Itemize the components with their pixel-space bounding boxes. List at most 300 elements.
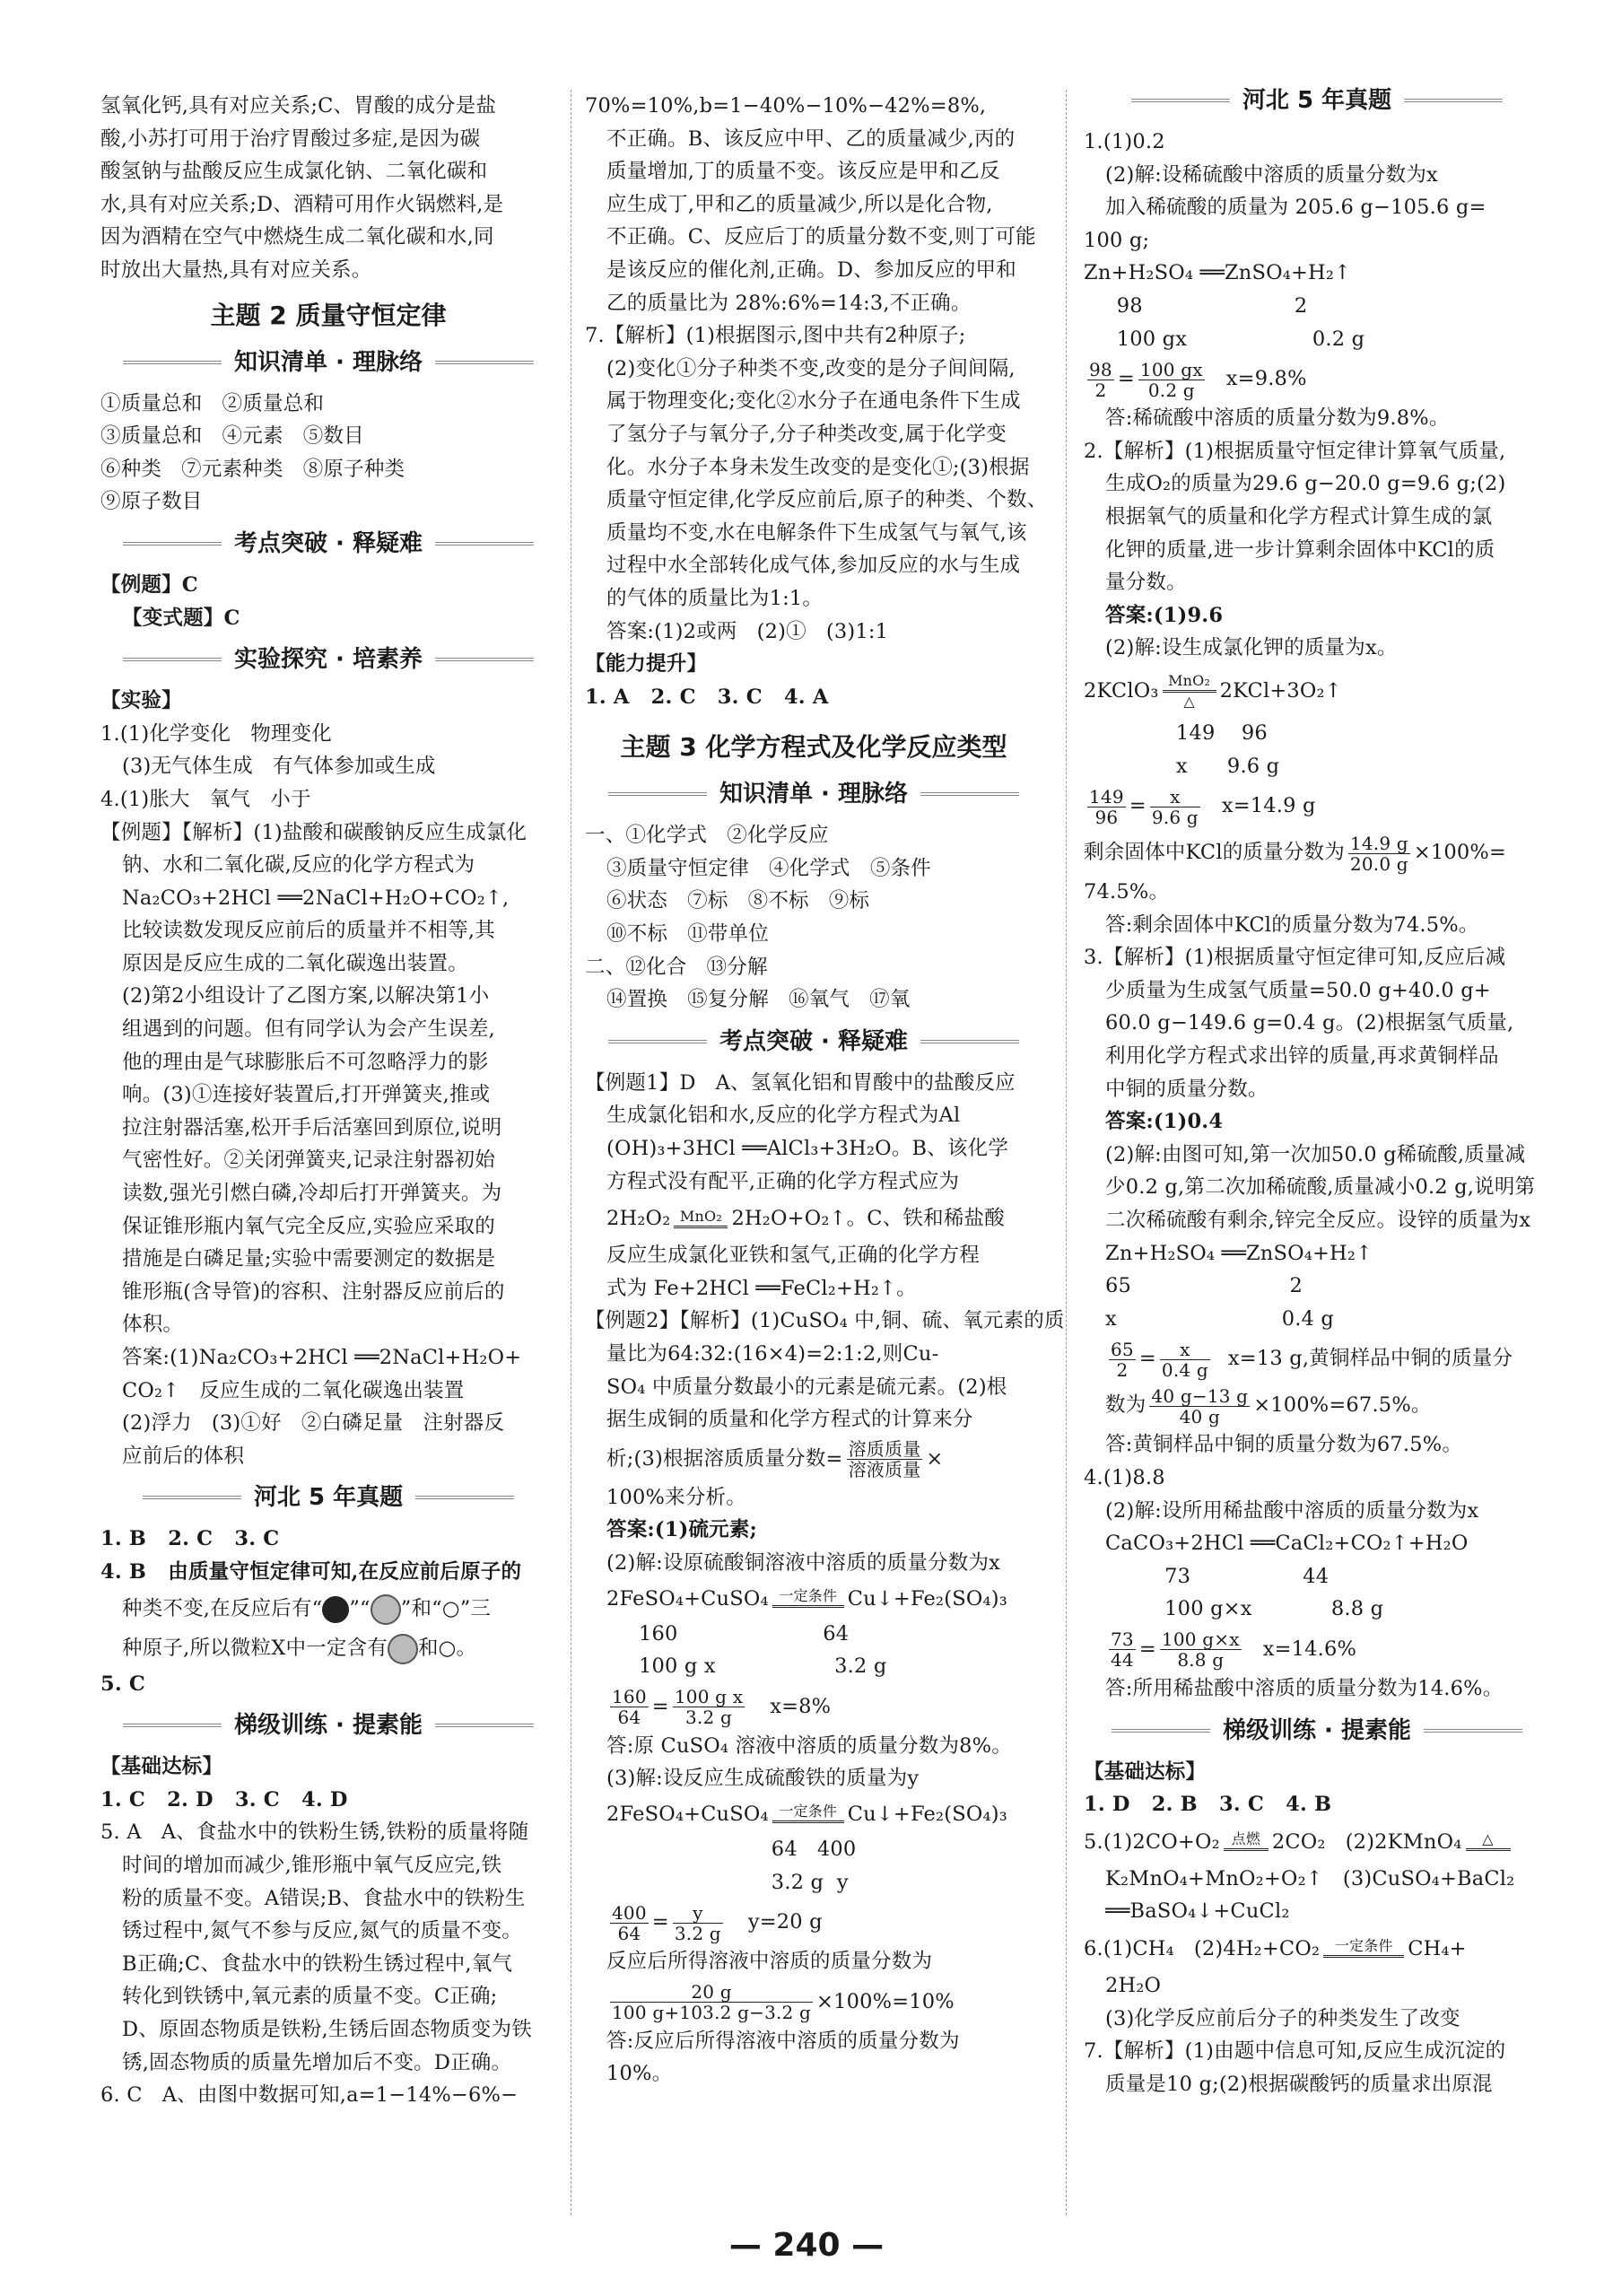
text-line: 质量均不变,水在电解条件下生成氢气与氧气,该 [606, 520, 1027, 545]
banner-rule [1424, 1729, 1522, 1733]
variant-answer: 【变式题】C [122, 606, 240, 630]
text-line: (2)变化①分子种类不变,改变的是分子间间隔, [606, 356, 1016, 380]
numerator: 100 g×x [1161, 1628, 1240, 1651]
proportion-line [1084, 782, 1550, 829]
text-fragment: 2KCl+3O₂↑ [1219, 678, 1342, 703]
text-line: 60.0 g−149.6 g=0.4 g。(2)根据氢气质量, [1105, 1011, 1514, 1035]
numerator: 160 [612, 1686, 647, 1708]
equation-line [585, 1795, 1042, 1833]
basic-tag: 【基础达标】 [1084, 1759, 1207, 1784]
text-line: 【例题1】D A、氢氧化铝和胃酸中的盐酸反应 [585, 1070, 1016, 1095]
fraction [610, 1982, 813, 2022]
hebei-q4-line [100, 1628, 556, 1668]
text-line: 保证锥形瓶内氧气完全反应,实验应采取的 [122, 1214, 495, 1238]
knowledge-line: ⑥种类 ⑦元素种类 ⑧原子种类 [100, 457, 405, 481]
text-line: 读数,强光引燃白磷,冷却后打开弹簧夹。为 [122, 1182, 502, 1206]
banner-label: 实验探究 · 培素养 [234, 646, 423, 674]
text-fragment: ”和“○”三 [400, 1596, 492, 1620]
banner-rule [920, 792, 1019, 796]
text-line: 答案:(1)Na₂CO₃+2HCl ══2NaCl+H₂O+ [122, 1346, 522, 1369]
text-fragment: 和○。 [417, 1636, 477, 1660]
text-line: 属于物理变化;变化②水分子在通电条件下生成 [606, 389, 1021, 414]
condition-label: 一定条件 [779, 1587, 838, 1605]
text-line: 不正确。B、该反应中甲、乙的质量减少,丙的 [606, 127, 1016, 151]
fraction-line [585, 1436, 1042, 1481]
text-fragment: ”“ [349, 1596, 371, 1620]
text-line: 64 400 [606, 1837, 857, 1861]
banner-rule [435, 542, 534, 546]
experiment-answer: 1.(1)化学变化 物理变化 [100, 721, 332, 746]
q5-explanation [100, 1816, 556, 2079]
text-line: 锈,固态物质的质量先增加后不变。D正确。 [122, 2050, 512, 2074]
denominator: 96 [1094, 806, 1119, 828]
basic-answers: 1. D 2. B 3. C 4. B [1084, 1793, 1332, 1817]
text-line: 反应生成氯化亚铁和氢气,正确的化学方程 [606, 1244, 980, 1268]
text-line: (2)解:设生成氯化钾的质量为x。 [1105, 636, 1398, 660]
text-line: 锈过程中,氮气不参与反应,氮气的质量不变。 [122, 1919, 523, 1943]
text-fragment: CH₄+ [1408, 1936, 1467, 1960]
numerator: 73 [1111, 1628, 1134, 1651]
text-line: x 0.4 g [1105, 1306, 1335, 1331]
text-fragment: 2CO₂ (2)2KMnO₄ [1271, 1829, 1462, 1854]
text-line: 答:稀硫酸中溶质的质量分数为9.8%。 [1105, 406, 1450, 431]
text-line: 少质量为生成氢气质量=50.0 g+40.0 g+ [1105, 978, 1491, 1002]
hebei-q5: 5. C [100, 1672, 146, 1696]
page-number: — 240 — [728, 2227, 885, 2264]
knowledge-line: 二、⑫化合 ⑬分解 [585, 955, 768, 979]
text-line: 加入稀硫酸的质量为 205.6 g−105.6 g= [1105, 196, 1487, 220]
example-analysis [100, 816, 556, 1342]
fraction [1109, 1340, 1136, 1380]
text-fragment: Cu↓+Fe₂(SO₄)₃ [847, 1802, 1007, 1826]
text-line: 100 g x 3.2 g [639, 1654, 887, 1679]
proportion-line [585, 1899, 1042, 1945]
text-line: (2)解:设原硫酸铜溶液中溶质的质量分数为x [606, 1550, 1001, 1575]
text-line: 100 g; [1084, 228, 1150, 252]
text-line: 利用化学方程式求出锌的质量,再求黄铜样品 [1105, 1044, 1499, 1069]
text-line: 锥形瓶(含导管)的容积、注射器反应前后的 [122, 1279, 505, 1304]
fraction [673, 1687, 745, 1727]
section-banner-exam [100, 524, 556, 563]
text-line: 答:黄铜样品中铜的质量分数为67.5%。 [1105, 1433, 1463, 1457]
denominator: 100 g+103.2 g−3.2 g [612, 2002, 812, 2024]
text-line: 答:剩余固体中KCl的质量分数为74.5%。 [1105, 912, 1479, 937]
knowledge-line: 一、①化学式 ②化学反应 [585, 824, 829, 848]
banner-rule [415, 1496, 514, 1499]
experiment-answer: (3)无气体生成 有气体参加或生成 [122, 755, 436, 779]
column-1 [100, 90, 556, 2112]
equation-line [1084, 1928, 1550, 1969]
section-banner-hebei [100, 1478, 556, 1517]
numerator: x [1160, 1340, 1210, 1360]
text-line: 2H₂O [1105, 1973, 1162, 1997]
equation-bar [772, 1605, 844, 1608]
text-line: 氢氧化钙,具有对应关系;C、胃酸的成分是盐 [100, 94, 497, 118]
answer-tag: 答案:(1)9.6 [1105, 603, 1224, 627]
text-fragment: 2FeSO₄+CuSO₄ [606, 1586, 769, 1611]
text-line: 中铜的质量分数。 [1105, 1077, 1269, 1101]
equation-bar [674, 1226, 728, 1228]
example-answer-block [100, 1341, 556, 1472]
text-line: B正确;C、食盐水中的铁粉生锈过程中,氧气 [122, 1951, 513, 1976]
text-line: 生成O₂的质量为29.6 g−20.0 g=9.6 g;(2) [1105, 472, 1506, 496]
equation-line [1084, 1821, 1550, 1863]
fraction [1150, 787, 1200, 827]
banner-label: 梯级训练 · 提素能 [1223, 1716, 1411, 1744]
text-line: (2)第2小组设计了乙图方案,以解决第1小 [122, 984, 490, 1008]
numerator: 40 g−13 g [1151, 1384, 1249, 1407]
fraction [1160, 1340, 1210, 1380]
text-line: CaCO₃+2HCl ══CaCl₂+CO₂↑+H₂O [1105, 1532, 1469, 1556]
text-line: 量比为64:32:(16×4)=2:1:2,则Cu- [606, 1342, 939, 1366]
text-line: 因为酒精在空气中燃烧生成二氧化碳和水,同 [100, 225, 494, 249]
text-line: (2)解:由图可知,第一次加50.0 g稀硫酸,质量减 [1105, 1142, 1526, 1166]
reaction-condition [1163, 674, 1216, 709]
banner-label: 河北 5 年真题 [253, 1484, 404, 1512]
text-line: Zn+H₂SO₄ ══ZnSO₄+H₂↑ [1105, 1241, 1373, 1265]
equation-bar [1323, 1955, 1404, 1958]
text-line: D、原固态物质是铁粉,生锈后固态物质变为铁 [122, 2017, 532, 2041]
text-fragment: × [926, 1446, 944, 1471]
text-fragment: x=8% [770, 1694, 832, 1718]
text-line: 质量守恒定律,化学反应前后,原子的种类、个数、 [606, 488, 1048, 512]
text-fragment: 剩余固体中KCl的质量分数为 [1084, 841, 1345, 865]
text-line: K₂MnO₄+MnO₂+O₂↑ (3)CuSO₄+BaCl₂ [1105, 1866, 1515, 1890]
denominator: 0.4 g [1161, 1358, 1208, 1381]
numerator: 100 gx [1139, 358, 1203, 380]
text-line: 钠、水和二氧化碳,反应的化学方程式为 [122, 853, 475, 877]
denominator: 0.2 g [1147, 379, 1195, 401]
text-line: 他的理由是气球膨胀后不可忽略浮力的影 [122, 1050, 489, 1074]
text-line: ══BaSO₄↓+CuCl₂ [1105, 1899, 1290, 1924]
topic-2-title: 主题 2 质量守恒定律 [210, 300, 447, 330]
basic-answers: 1. C 2. D 3. C 4. D [100, 1787, 348, 1811]
condition-label: 一定条件 [779, 1803, 838, 1820]
text-fragment: 2H₂O+O₂↑。C、铁和稀盐酸 [731, 1207, 1005, 1231]
equation-bar [1466, 1848, 1511, 1851]
text-line: 3.2 g y [606, 1870, 849, 1894]
example-answer: 【例题】C [100, 572, 198, 597]
fraction [673, 1903, 723, 1943]
text-line: 应生成丁,甲和乙的质量减少,所以是化合物, [606, 192, 993, 216]
text-line: Zn+H₂SO₄ ══ZnSO₄+H₂↑ [1084, 261, 1352, 285]
text-line: 74.5%。 [1084, 880, 1170, 904]
gray-atom-icon [371, 1594, 401, 1625]
hebei-answers: 1. B 2. C 3. C [100, 1527, 280, 1551]
denominator: 3.2 g [685, 1707, 733, 1729]
text-line: 100 g×x 8.8 g [1105, 1597, 1384, 1621]
banner-rule [920, 1040, 1019, 1043]
numerator: 100 g x [674, 1686, 744, 1708]
text-line: 反应后所得溶液中溶质的质量分数为 [606, 1950, 933, 1974]
answer-tag: 答案:(1)0.4 [1105, 1110, 1224, 1134]
text-line: 化。水分子本身未发生改变的是变化①;(3)根据 [606, 455, 1030, 479]
text-line: 应前后的体积 [122, 1444, 245, 1468]
fraction [1160, 1629, 1242, 1670]
text-line: (3)解:设反应生成硫酸铁的质量为y [606, 1767, 920, 1791]
denominator: 64 [617, 1707, 641, 1729]
text-line: 转化到铁锈中,氧元素的质量不变。C正确; [122, 1985, 498, 2009]
section-banner-training [100, 1706, 556, 1745]
text-line: 质量是10 g;(2)根据碳酸钙的质量求出原混 [1105, 2072, 1493, 2096]
text-fragment: = [1138, 1637, 1156, 1661]
section-banner-experiment [100, 640, 556, 679]
text-line: 拉注射器活塞,松开手后活塞回到原位,说明 [122, 1115, 502, 1139]
experiment-tag: 【实验】 [100, 689, 182, 713]
equation-bar [772, 1820, 844, 1823]
banner-label: 考点突破 · 释疑难 [719, 1027, 908, 1055]
text-line: 2.【解析】(1)根据质量守恒定律计算氧气质量, [1084, 439, 1506, 463]
numerator: 400 [612, 1901, 647, 1924]
banner-rule [435, 361, 534, 364]
intro-text [100, 90, 556, 287]
text-line: 160 64 [639, 1621, 850, 1646]
banner-label: 知识清单 · 理脉络 [234, 348, 423, 376]
knowledge-line: ①质量总和 ②质量总和 [100, 391, 325, 415]
text-line: 4.(1)8.8 [1084, 1466, 1165, 1489]
text-line: 100%来分析。 [606, 1485, 746, 1509]
fraction [610, 1903, 649, 1943]
text-line: 酸,小苏打可用于治疗胃酸过多症,是因为碳 [100, 127, 481, 151]
text-fragment: 种原子,所以微粒X中一定含有 [122, 1636, 388, 1660]
equation-line [1084, 665, 1550, 717]
text-line: 生成氯化铝和水,反应的化学方程式为Al [606, 1104, 961, 1128]
text-fragment: x=14.9 g [1221, 794, 1316, 818]
condition-label: MnO₂ [1168, 672, 1211, 690]
text-line: 100 gx 0.2 g [1084, 327, 1365, 351]
text-fragment: ×100%= [1413, 841, 1507, 865]
text-line: CO₂↑ 反应生成的二氧化碳逸出装置 [122, 1378, 465, 1402]
text-line: 5. A A、食盐水中的铁粉生锈,铁粉的质量将随 [100, 1820, 529, 1845]
text-line: 3.【解析】(1)根据质量守恒定律可知,反应后减 [1084, 946, 1506, 970]
gray-atom-icon [388, 1634, 418, 1664]
text-fragment: 种类不变,在反应后有“ [122, 1596, 323, 1620]
denominator: 40 g [1179, 1405, 1220, 1427]
condition-label: 一定条件 [1334, 1937, 1393, 1955]
black-atom-icon [322, 1596, 349, 1623]
text-line: 70%=10%,b=1−40%−10%−42%=8%, [585, 94, 987, 118]
experiment-answer: 4.(1)胀大 氧气 小于 [100, 787, 311, 811]
banner-label: 考点突破 · 释疑难 [234, 529, 423, 557]
text-line: 据生成铜的质量和化学方程式的计算来分 [606, 1408, 973, 1432]
fraction [1109, 1629, 1136, 1670]
text-line: 质量增加,丁的质量不变。该反应是甲和乙反 [606, 160, 1000, 184]
text-fragment: x=14.6% [1262, 1637, 1357, 1661]
banner-rule [1131, 99, 1230, 102]
text-line: 体积。 [122, 1313, 184, 1337]
text-line: 措施是白磷足量;实验中需要测定的数据是 [122, 1247, 496, 1271]
equation-line [585, 1580, 1042, 1618]
text-line: 1.(1)0.2 [1084, 130, 1165, 153]
proportion-line [1084, 355, 1550, 402]
text-line: 149 96 [1084, 720, 1268, 745]
numerator: 149 [1089, 785, 1124, 808]
condition-label: MnO₂ [679, 1207, 722, 1225]
text-line: 10%。 [606, 2062, 673, 2086]
reaction-condition [772, 1804, 844, 1825]
column-2 [585, 90, 1065, 2091]
text-fragment: 析;(3)根据溶质质量分数= [606, 1446, 843, 1471]
banner-label: 梯级训练 · 提素能 [234, 1712, 423, 1740]
numerator: y [673, 1903, 723, 1924]
fraction [1138, 360, 1205, 400]
text-fragment: 5.(1)2CO+O₂ [1084, 1829, 1220, 1854]
text-fragment: 6.(1)CH₄ (2)4H₂+CO₂ [1084, 1936, 1321, 1960]
numerator: x [1150, 787, 1200, 808]
column-3 [1084, 87, 1550, 2100]
text-line: (2)浮力 (3)①好 ②白磷足量 注射器反 [122, 1411, 505, 1436]
text-line: 73 44 [1105, 1564, 1330, 1588]
proportion-line [585, 1978, 1042, 2025]
ability-tag: 【能力提升】 [585, 652, 708, 677]
section-banner-knowledge [585, 774, 1042, 814]
condition-label: 点燃 [1231, 1830, 1261, 1848]
banner-rule [1404, 99, 1503, 102]
text-line: 【例题2】【解析】(1)CuSO₄ 中,铜、硫、氧元素的质 [585, 1309, 1065, 1333]
text-line: 少0.2 g,第二次加稀硫酸,质量减小0.2 g,说明第 [1105, 1175, 1536, 1200]
basic-tag: 【基础达标】 [100, 1755, 223, 1779]
text-line: 7.【解析】(1)由题中信息可知,反应生成沉淀的 [1084, 2039, 1506, 2064]
text-fragment: = [1129, 794, 1147, 818]
knowledge-line: ③质量总和 ④元素 ⑤数目 [100, 424, 364, 449]
text-line: 量分数。 [1105, 571, 1187, 595]
denominator: 8.8 g [1177, 1649, 1225, 1672]
text-fragment: x=13 g,黄铜样品中铜的质量分 [1227, 1347, 1513, 1371]
text-line: 式为 Fe+2HCl ══FeCl₂+H₂↑。 [606, 1276, 917, 1300]
text-line: 过程中水全部转化成气体,参加反应的水与生成 [606, 554, 1021, 578]
hebei-q4-text: 4. B 由质量守恒定律可知,在反应前后原子的 [100, 1559, 522, 1584]
text-line: 气密性好。②关闭弹簧夹,记录注射器初始 [122, 1148, 495, 1173]
text-line: 了氢分子与氧分子,分子种类改变,属于化学变 [606, 422, 1007, 446]
text-line: 根据氧气的质量和化学方程式计算生成的氯 [1105, 504, 1493, 528]
banner-rule [608, 792, 707, 796]
text-line: SO₄ 中质量分数最小的元素是硫元素。(2)根 [606, 1375, 1007, 1399]
answer-tag: 答案:(1)硫元素; [606, 1518, 758, 1542]
text-line: 是该反应的催化剂,正确。D、参加反应的甲和 [606, 258, 1016, 282]
text-fragment: = [651, 1694, 669, 1718]
text-line: (OH)₃+3HCl ══AlCl₃+3H₂O。B、该化学 [606, 1137, 1009, 1161]
denominator: 20.0 g [1349, 852, 1408, 875]
text-line: 答:原 CuSO₄ 溶液中溶质的质量分数为8%。 [606, 1733, 1012, 1758]
hebei-q4-line [100, 1589, 556, 1628]
proportion-line [1084, 1626, 1550, 1672]
text-fragment: ×100%=10% [816, 1989, 955, 2013]
equation-line [585, 1198, 1042, 1239]
reaction-condition [1323, 1939, 1404, 1960]
text-line: 答:所用稀盐酸中溶质的质量分数为14.6%。 [1105, 1676, 1504, 1700]
text-line: 二次稀硫酸有剩余,锌完全反应。设锌的质量为x [1105, 1209, 1531, 1233]
knowledge-line: ⑩不标 ⑪带单位 [606, 922, 769, 947]
text-line: 65 2 [1105, 1274, 1303, 1298]
banner-rule [435, 1724, 534, 1727]
banner-rule [123, 361, 222, 364]
text-line: 原因是反应生成的二氧化碳逸出装置。 [122, 951, 468, 975]
denominator: 64 [617, 1922, 641, 1944]
knowledge-line: ⑭置换 ⑮复分解 ⑯氧气 ⑰氧 [606, 988, 911, 1012]
section-banner-knowledge [100, 343, 556, 382]
text-fragment: = [651, 1910, 669, 1934]
banner-rule [143, 1496, 241, 1499]
text-line: 乙的质量比为 28%:6%=14:3,不正确。 [606, 291, 972, 315]
section-banner-exam [585, 1022, 1042, 1061]
fraction [1348, 834, 1410, 874]
fraction [1149, 1386, 1250, 1427]
text-line: 时间的增加而减少,锥形瓶中氧气反应完,铁 [122, 1853, 502, 1877]
text-line: 【例题】【解析】(1)盐酸和碳酸钠反应生成氯化 [100, 820, 527, 844]
text-line: 比较读数发现反应前后的质量并不相等,其 [122, 919, 495, 943]
text-line: 方程式没有配平,正确的化学方程式应为 [606, 1169, 960, 1193]
fraction [1087, 360, 1114, 400]
proportion-line [1084, 1382, 1550, 1428]
column-divider-2 [1066, 90, 1067, 2215]
fraction [610, 1687, 649, 1727]
text-fragment: x=9.8% [1225, 367, 1307, 391]
banner-rule [435, 658, 534, 661]
text-line: (3)化学反应前后分子的种类发生了改变 [1105, 2006, 1460, 2030]
text-fragment: 2KClO₃ [1084, 678, 1159, 703]
denominator: 3.2 g [674, 1922, 721, 1944]
banner-rule [608, 1040, 707, 1043]
reaction-condition [1224, 1832, 1269, 1853]
knowledge-line: ⑥状态 ⑦标 ⑧不标 ⑨标 [606, 889, 870, 913]
banner-label: 河北 5 年真题 [1242, 87, 1392, 114]
text-fragment: = [1138, 1347, 1156, 1371]
banner-rule [1112, 1729, 1210, 1733]
numerator: 溶质质量 [848, 1438, 921, 1461]
text-fragment: = [1117, 367, 1135, 391]
text-line: (2)解:设所用稀盐酸中溶质的质量分数为x [1105, 1498, 1479, 1523]
hebei-q4-line [100, 1556, 556, 1589]
denominator: 2 [1094, 379, 1107, 401]
banner-rule [123, 658, 222, 661]
text-fragment: ×100%=67.5%。 [1253, 1393, 1432, 1418]
denominator: 2 [1116, 1358, 1129, 1381]
denominator: 溶液质量 [848, 1459, 921, 1481]
ability-answers: 1. A 2. C 3. C 4. A [585, 685, 829, 709]
q6-explanation: 6. C A、由图中数据可知,a=1−14%−6%− [100, 2083, 519, 2108]
banner-label: 知识清单 · 理脉络 [719, 781, 908, 808]
text-line: 不正确。C、反应后丁的质量分数不变,则丁可能 [606, 225, 1036, 249]
text-line: 的气体的质量比为1:1。 [606, 586, 824, 610]
text-line: 7.【解析】(1)根据图示,图中共有2种原子; [585, 324, 966, 348]
reaction-condition [674, 1209, 728, 1230]
fraction [847, 1439, 923, 1480]
proportion-line [1084, 1335, 1550, 1382]
text-line: 组遇到的问题。但有同学认为会产生误差, [122, 1017, 495, 1042]
section-banner-hebei [1084, 81, 1550, 120]
text-line: x 9.6 g [1084, 754, 1280, 778]
text-fragment: 2FeSO₄+CuSO₄ [606, 1802, 769, 1826]
fraction [1087, 787, 1126, 827]
text-fragment: 数为 [1105, 1393, 1147, 1418]
text-line: 98 2 [1084, 293, 1308, 318]
denominator: 9.6 g [1151, 806, 1199, 828]
text-line: 时放出大量热,具有对应关系。 [100, 258, 372, 282]
q7-answer: 答案:(1)2或两 (2)① (3)1:1 [606, 619, 889, 643]
condition-label: △ [1482, 1830, 1494, 1848]
text-line: 酸氢钠与盐酸反应生成氯化钠、二氧化碳和 [100, 160, 488, 184]
text-fragment: Cu↓+Fe₂(SO₄)₃ [847, 1586, 1007, 1611]
text-line: 粉的质量不变。A错误;B、食盐水中的铁粉生 [122, 1886, 526, 1910]
topic-3-title: 主题 3 化学方程式及化学反应类型 [620, 732, 1007, 763]
text-line: (2)解:设稀硫酸中溶质的质量分数为x [1105, 162, 1438, 187]
text-line: 水,具有对应关系;D、酒精可用作火锅燃料,是 [100, 192, 504, 216]
proportion-line [1084, 829, 1550, 876]
knowledge-line: ③质量守恒定律 ④化学式 ⑤条件 [606, 856, 931, 880]
condition-label: △ [1183, 693, 1195, 711]
text-line: 响。(3)①连接好装置后,打开弹簧夹,推或 [122, 1083, 491, 1107]
numerator: 98 [1089, 358, 1112, 380]
